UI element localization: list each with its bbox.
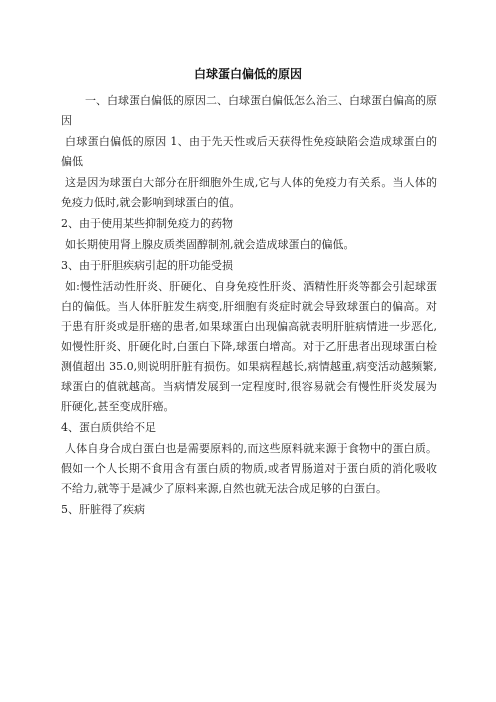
section-1-heading: 白球蛋白偏低的原因 1、由于先天性或后天获得性免疫缺陷会造成球蛋白的偏低 (61, 135, 437, 168)
section-3-body: 如:慢性活动性肝炎、肝硬化、自身免疫性肝炎、酒精性肝炎等都会引起球蛋白的偏低。当人体肝脏发生病变,肝细胞有炎症时就会导致球蛋白的偏高。对于患有肝炎或是肝癌的患者,如果球蛋白出现偏高就表明肝脏病情进一步恶化,如慢性肝炎、肝硬化时,白蛋白下降,球蛋白增高。对于乙肝患者出现球蛋白检测值超出 35.0,则说明肝脏有损伤。如果病程越长,病情越重,病变活动越频繁,球蛋白的值就越高。当病情发展到一定程度时,很容易就会有慢性肝炎发展为肝硬化,甚至变成肝癌。 (61, 280, 437, 413)
section-4-heading: 4、蛋白质供给不足 (61, 421, 156, 434)
document-title: 白球蛋白偏低的原因 (193, 67, 302, 81)
section-5-heading: 5、肝脏得了疾病 (61, 503, 145, 516)
section-2-body: 如长期使用肾上腺皮质类固醇制剂,就会造成球蛋白的偏低。 (65, 238, 355, 251)
section-4-body: 人体自身合成白蛋白也是需要原料的,而这些原料就来源于食物中的蛋白质。假如一个人长期不食用含有蛋白质的物质,或者胃肠道对于蛋白质的消化吸收不给力,就等于是减少了原料来源,自然也就无法合成足够的白蛋白。 (61, 442, 437, 495)
document-body (61, 91, 437, 521)
section-2-heading: 2、由于使用某些抑制免疫力的药物 (61, 217, 233, 230)
intro-paragraph: 一、白球蛋白偏低的原因二、白球蛋白偏低怎么治三、白球蛋白偏高的原因 (61, 94, 437, 127)
section-1-body: 这是因为球蛋白大部分在肝细胞外生成,它与人体的免疫力有关系。当人体的免疫力低时,就会影响到球蛋白的值。 (61, 176, 437, 209)
section-3-heading: 3、由于肝胆疾病引起的肝功能受损 (61, 259, 233, 272)
